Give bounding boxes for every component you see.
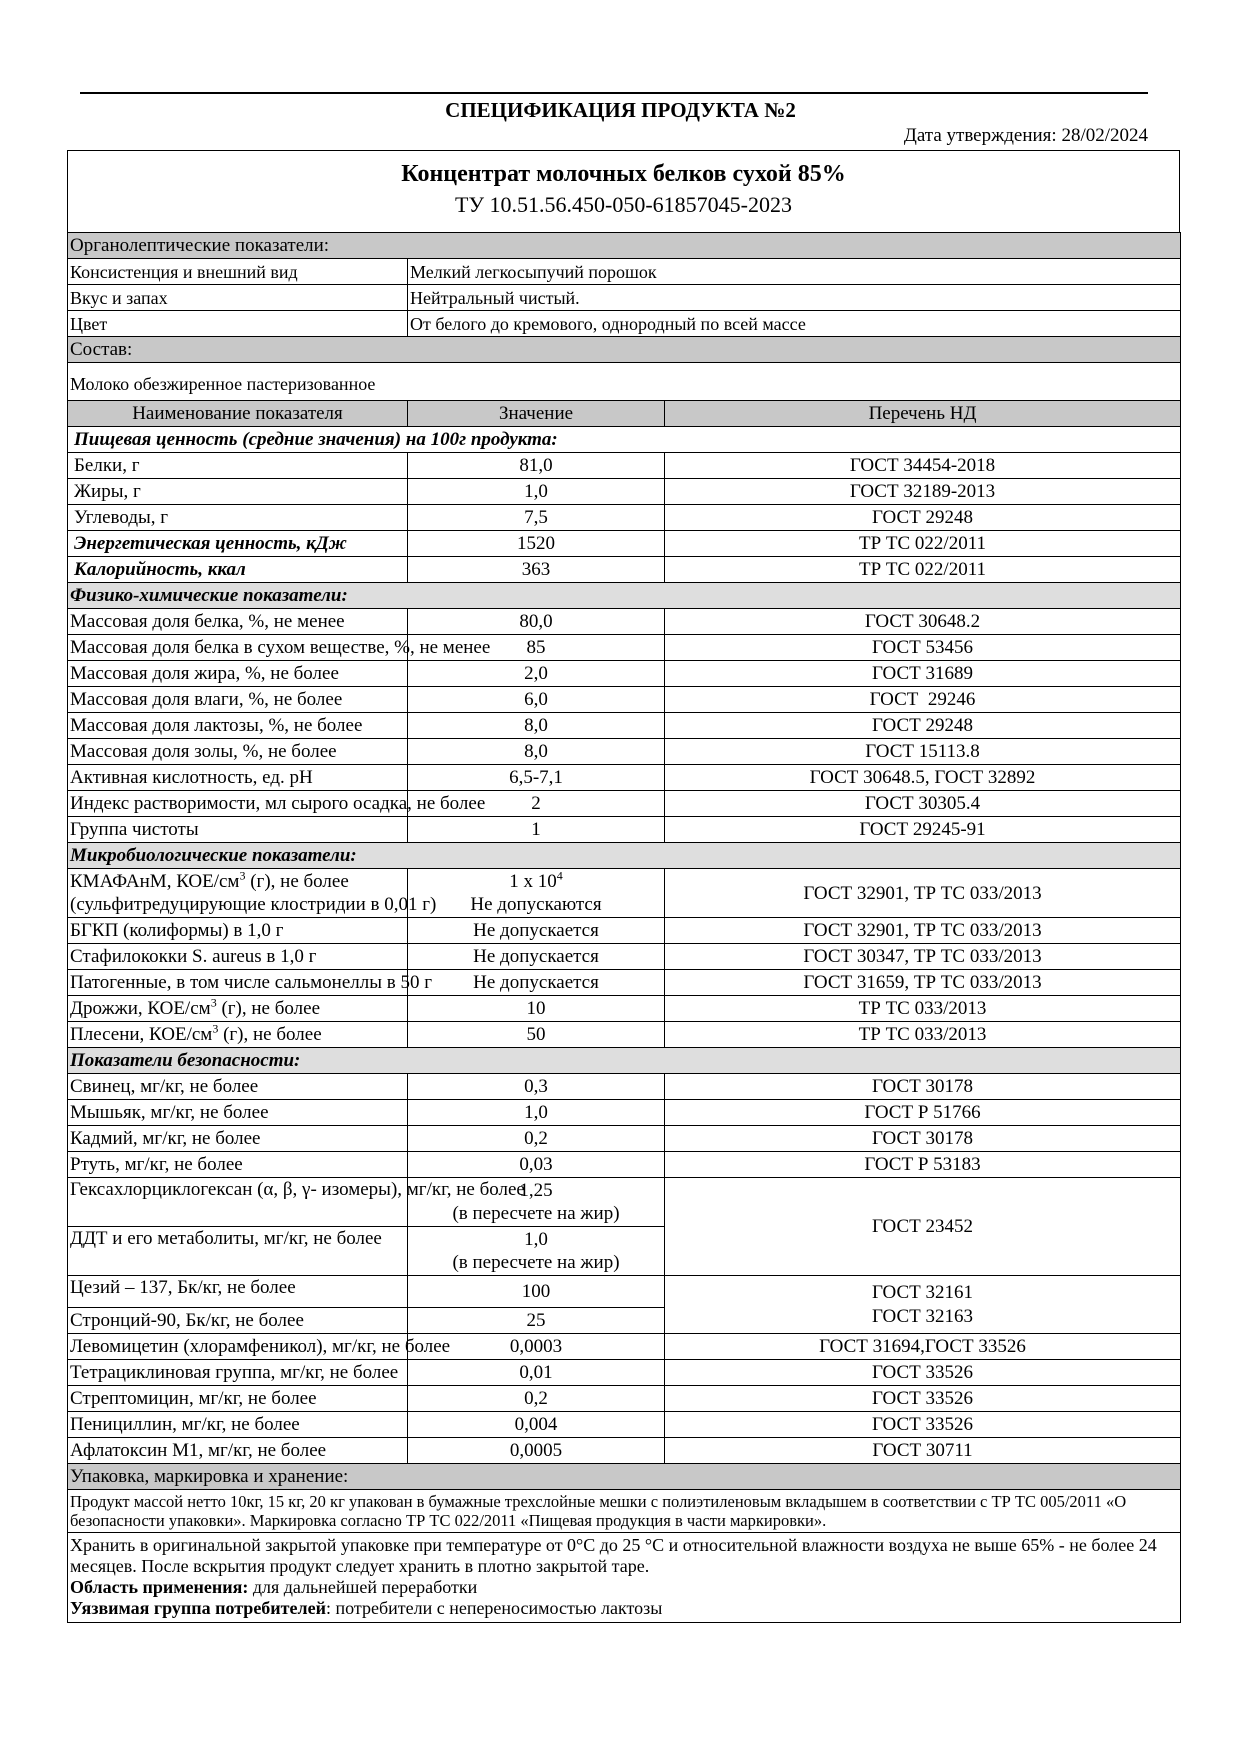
indicator-name: Массовая доля лактозы, %, не более — [68, 713, 408, 739]
indicator-value: 0,0005 — [408, 1438, 665, 1464]
indicator-nd: ТР ТС 022/2011 — [665, 557, 1181, 583]
indicator-name: Индекс растворимости, мл сырого осадка, не более — [68, 791, 408, 817]
indicator-name: Ртуть, мг/кг, не более — [68, 1152, 408, 1178]
product-tu: ТУ 10.51.56.450-050-61857045-2023 — [455, 192, 792, 217]
indicator-value: 10 — [408, 996, 665, 1022]
indicator-nd: ГОСТ 33526 — [665, 1412, 1181, 1438]
indicator-name: Массовая доля белка в сухом веществе, %, не менее — [68, 635, 408, 661]
indicator-value: 81,0 — [408, 453, 665, 479]
indicator-nd: ГОСТ 29245-91 — [665, 817, 1181, 843]
table-row — [68, 1126, 1181, 1152]
kmafanm-name: КМАФАнМ, КОЕ/см — [70, 871, 240, 892]
safety-title: Показатели безопасности: — [68, 1048, 1181, 1074]
indicator-value: 8,0 — [408, 739, 665, 765]
indicator-nd: ГОСТ 34454-2018 — [665, 453, 1181, 479]
indicator-name: Консистенция и внешний вид — [68, 259, 408, 285]
indicator-nd: ГОСТ 30178 — [665, 1074, 1181, 1100]
table-row — [68, 918, 1181, 944]
indicator-nd: ГОСТ 32901, ТР ТС 033/2013 — [665, 918, 1181, 944]
indicator-name: Патогенные, в том числе сальмонеллы в 50 г — [68, 970, 408, 996]
kmafanm-exponent: 4 — [556, 868, 563, 883]
indicator-name: Белки, г — [68, 453, 408, 479]
organoleptic-title: Органолептические показатели: — [68, 233, 1181, 259]
hch-value-note: (в пересчете на жир) — [452, 1203, 620, 1224]
nutrition-title-row — [68, 427, 1181, 453]
packaging-row — [68, 1490, 1181, 1533]
indicator-nd: ГОСТ Р 53183 — [665, 1152, 1181, 1178]
table-row — [68, 1152, 1181, 1178]
indicator-value: 0,2 — [408, 1126, 665, 1152]
indicator-name: Стафилококки S. aureus в 1,0 г — [68, 944, 408, 970]
indicator-nd: ГОСТ 15113.8 — [665, 739, 1181, 765]
indicator-name: Активная кислотность, ед. рН — [68, 765, 408, 791]
physchem-title: Физико-химические показатели: — [68, 583, 1181, 609]
column-header-row — [68, 401, 1181, 427]
indicator-value: 80,0 — [408, 609, 665, 635]
indicator-value: Не допускается — [408, 918, 665, 944]
ddt-value-note: (в пересчете на жир) — [452, 1252, 620, 1273]
indicator-value — [408, 869, 665, 918]
mold-name: Плесени, КОЕ/см — [70, 1023, 213, 1045]
table-row — [68, 1334, 1181, 1360]
indicator-name: Цвет — [68, 311, 408, 337]
vulnerable-line — [70, 1598, 1178, 1619]
storage-text: Хранить в оригинальной закрытой упаковке при температуре от 0°С до 25 °С и относительной влажности воздуха не выше 65% - не более 24 месяцев. После вскрытия продукт следует хранить в плотно закрытой таре. — [70, 1535, 1157, 1576]
indicator-name: Массовая доля золы, %, не более — [68, 739, 408, 765]
table-row — [68, 1100, 1181, 1126]
table-row — [68, 505, 1181, 531]
nutrition-title: Пищевая ценность (средние значения) на 100г продукта: — [68, 427, 1181, 453]
indicator-nd: ГОСТ 33526 — [665, 1386, 1181, 1412]
indicator-name: Кадмий, мг/кг, не более — [68, 1126, 408, 1152]
vulnerable-label: Уязвимая группа потребителей — [70, 1598, 326, 1618]
specification-frame — [67, 150, 1180, 1623]
clostridia-name: (сульфитредуцирующие клостридии в 0,01 г) — [70, 894, 437, 915]
indicator-value: 0,004 — [408, 1412, 665, 1438]
table-row — [68, 311, 1181, 337]
table-row — [68, 1412, 1181, 1438]
table-row — [68, 944, 1181, 970]
indicator-nd: ГОСТ 32901, ТР ТС 033/2013 — [665, 869, 1181, 918]
indicator-value: 25 — [408, 1308, 665, 1334]
indicator-value: 0,03 — [408, 1152, 665, 1178]
indicator-nd: ГОСТ 30305.4 — [665, 791, 1181, 817]
composition-value: Молоко обезжиренное пастеризованное — [68, 363, 1181, 401]
indicator-value: 1,0 — [408, 479, 665, 505]
indicator-name: Пенициллин, мг/кг, не более — [68, 1412, 408, 1438]
table-row — [68, 1022, 1181, 1048]
table-row — [68, 285, 1181, 311]
application-line — [70, 1577, 1178, 1598]
table-row — [68, 609, 1181, 635]
indicator-name: Свинец, мг/кг, не более — [68, 1074, 408, 1100]
indicator-name: Массовая доля жира, %, не более — [68, 661, 408, 687]
indicator-name: Энергетическая ценность, кДж — [68, 531, 408, 557]
safety-title-row — [68, 1048, 1181, 1074]
indicator-name — [68, 1022, 408, 1048]
packaging-title: Упаковка, маркировка и хранение: — [68, 1464, 1181, 1490]
storage-block — [68, 1533, 1181, 1623]
indicator-nd: ТР ТС 022/2011 — [665, 531, 1181, 557]
indicator-name: Группа чистоты — [68, 817, 408, 843]
indicator-value: 2,0 — [408, 661, 665, 687]
application-value: для дальнейшей переработки — [248, 1577, 478, 1597]
indicator-nd: ГОСТ 23452 — [665, 1178, 1181, 1276]
product-name: Концентрат молочных белков сухой 85% — [401, 161, 846, 187]
table-row — [68, 1074, 1181, 1100]
product-header — [67, 150, 1180, 232]
top-rule — [80, 92, 1148, 94]
table-row — [68, 479, 1181, 505]
indicator-value: Не допускается — [408, 970, 665, 996]
micro-title-row — [68, 843, 1181, 869]
indicator-value: 2 — [408, 791, 665, 817]
table-row — [68, 739, 1181, 765]
approval-date: Дата утверждения: 28/02/2024 — [903, 125, 1148, 146]
indicator-value: 100 — [408, 1276, 665, 1308]
table-row — [68, 970, 1181, 996]
table-row — [68, 661, 1181, 687]
indicator-nd: ГОСТ 30648.5, ГОСТ 32892 — [665, 765, 1181, 791]
vulnerable-value: : потребители с непереносимостью лактозы — [325, 1598, 663, 1618]
indicator-nd: ГОСТ 30648.2 — [665, 609, 1181, 635]
table-row — [68, 635, 1181, 661]
physchem-title-row — [68, 583, 1181, 609]
cs-sr-nd-1: ГОСТ 32161 — [872, 1281, 973, 1303]
ddt-value: 1,0 — [524, 1229, 548, 1250]
indicator-value: 8,0 — [408, 713, 665, 739]
micro-title: Микробиологические показатели: — [68, 843, 1181, 869]
table-row — [68, 996, 1181, 1022]
indicator-value: 85 — [408, 635, 665, 661]
application-label: Область применения: — [70, 1577, 249, 1597]
kmafanm-value: 1 х 10 — [509, 871, 557, 892]
indicator-value: 1520 — [408, 531, 665, 557]
indicator-name: Углеводы, г — [68, 505, 408, 531]
indicator-name: Тетрациклиновая группа, мг/кг, не более — [68, 1360, 408, 1386]
composition-title: Состав: — [68, 337, 1181, 363]
table-row — [68, 259, 1181, 285]
mold-name-suffix: (г), не более — [218, 1023, 322, 1045]
indicator-nd: ГОСТ 31694,ГОСТ 33526 — [665, 1334, 1181, 1360]
yeast-name-suffix: (г), не более — [216, 997, 320, 1019]
indicator-nd: ТР ТС 033/2013 — [665, 1022, 1181, 1048]
indicator-value: Мелкий легкосыпучий порошок — [408, 259, 1181, 285]
document-title: СПЕЦИФИКАЦИЯ ПРОДУКТА №2 — [445, 98, 796, 122]
table-row — [68, 557, 1181, 583]
indicator-nd: ГОСТ Р 51766 — [665, 1100, 1181, 1126]
yeast-name: Дрожжи, КОЕ/см — [70, 997, 211, 1019]
indicator-value: 363 — [408, 557, 665, 583]
indicator-nd: ГОСТ 29246 — [665, 687, 1181, 713]
indicator-nd: ГОСТ 30711 — [665, 1438, 1181, 1464]
indicator-value: Нейтральный чистый. — [408, 285, 1181, 311]
indicator-nd: ТР ТС 033/2013 — [665, 996, 1181, 1022]
indicator-value: 0,01 — [408, 1360, 665, 1386]
indicator-nd: ГОСТ 31659, ТР ТС 033/2013 — [665, 970, 1181, 996]
packaging-text: Продукт массой нетто 10кг, 15 кг, 20 кг упакован в бумажные трехслойные мешки с полиэтиленовым вкладышем в соответствии с ТР ТС 005/2011 «О безопасности упаковки». Маркировка согласно ТР ТС 022/2011 «Пищевая продукция в части маркировки». — [68, 1490, 1181, 1533]
composition-row — [68, 363, 1181, 401]
indicator-name: Афлатоксин М1, мг/кг, не более — [68, 1438, 408, 1464]
indicator-value: 6,0 — [408, 687, 665, 713]
spec-table — [67, 232, 1181, 1623]
table-row — [68, 765, 1181, 791]
indicator-name — [68, 996, 408, 1022]
indicator-nd: ГОСТ 31689 — [665, 661, 1181, 687]
column-header-value: Значение — [408, 401, 665, 427]
table-row — [68, 1438, 1181, 1464]
indicator-value: 50 — [408, 1022, 665, 1048]
table-row — [68, 869, 1181, 918]
clostridia-value: Не допускаются — [470, 894, 602, 915]
indicator-value: 1,0 — [408, 1100, 665, 1126]
indicator-nd: ГОСТ 30347, ТР ТС 033/2013 — [665, 944, 1181, 970]
indicator-name: Цезий – 137, Бк/кг, не более — [68, 1276, 408, 1308]
indicator-nd: ГОСТ 53456 — [665, 635, 1181, 661]
indicator-nd: ГОСТ 29248 — [665, 713, 1181, 739]
organoleptic-title-row — [68, 233, 1181, 259]
indicator-value: 0,3 — [408, 1074, 665, 1100]
indicator-name: Гексахлорциклогексан (α, β, γ- изомеры), мг/кг, не более — [68, 1178, 408, 1227]
indicator-name: Мышьяк, мг/кг, не более — [68, 1100, 408, 1126]
packaging-title-row — [68, 1464, 1181, 1490]
indicator-name: Массовая доля влаги, %, не более — [68, 687, 408, 713]
indicator-nd: ГОСТ 32189-2013 — [665, 479, 1181, 505]
storage-row — [68, 1533, 1181, 1623]
table-row — [68, 531, 1181, 557]
indicator-name: Левомицетин (хлорамфеникол), мг/кг, не более — [68, 1334, 408, 1360]
indicator-nd — [665, 1276, 1181, 1334]
table-row — [68, 687, 1181, 713]
table-row — [68, 453, 1181, 479]
indicator-value — [408, 1227, 665, 1276]
table-row — [68, 1178, 1181, 1227]
cs-sr-nd-2: ГОСТ 32163 — [872, 1305, 973, 1327]
hch-value: 1,25 — [519, 1180, 553, 1201]
indicator-name: Вкус и запах — [68, 285, 408, 311]
kmafanm-name-suffix: (г), не более — [245, 871, 349, 892]
indicator-nd: ГОСТ 30178 — [665, 1126, 1181, 1152]
indicator-value: 6,5-7,1 — [408, 765, 665, 791]
indicator-name: Жиры, г — [68, 479, 408, 505]
indicator-value: 0,2 — [408, 1386, 665, 1412]
table-row — [68, 1276, 1181, 1308]
column-header-name: Наименование показателя — [68, 401, 408, 427]
indicator-name: Стрептомицин, мг/кг, не более — [68, 1386, 408, 1412]
indicator-name — [68, 868, 437, 918]
composition-title-row — [68, 337, 1181, 363]
indicator-value: 7,5 — [408, 505, 665, 531]
cube-superscript: 3 — [212, 1021, 219, 1036]
table-row — [68, 791, 1181, 817]
cube-superscript: 3 — [239, 868, 246, 883]
indicator-value: Не допускается — [408, 944, 665, 970]
table-row — [68, 817, 1181, 843]
indicator-name: Массовая доля белка, %, не менее — [68, 609, 408, 635]
indicator-nd: ГОСТ 33526 — [665, 1360, 1181, 1386]
cube-superscript: 3 — [210, 995, 217, 1010]
table-row — [68, 1360, 1181, 1386]
indicator-name: Стронций-90, Бк/кг, не более — [68, 1308, 408, 1334]
indicator-value: 1 — [408, 817, 665, 843]
indicator-name: Калорийность, ккал — [68, 557, 408, 583]
indicator-value: 0,0003 — [408, 1334, 665, 1360]
indicator-nd: ГОСТ 29248 — [665, 505, 1181, 531]
column-header-nd: Перечень НД — [665, 401, 1181, 427]
indicator-name: БГКП (колиформы) в 1,0 г — [68, 918, 408, 944]
table-row — [68, 1386, 1181, 1412]
table-row — [68, 713, 1181, 739]
indicator-name: ДДТ и его метаболиты, мг/кг, не более — [68, 1227, 408, 1276]
indicator-value: От белого до кремового, однородный по всей массе — [408, 311, 1181, 337]
